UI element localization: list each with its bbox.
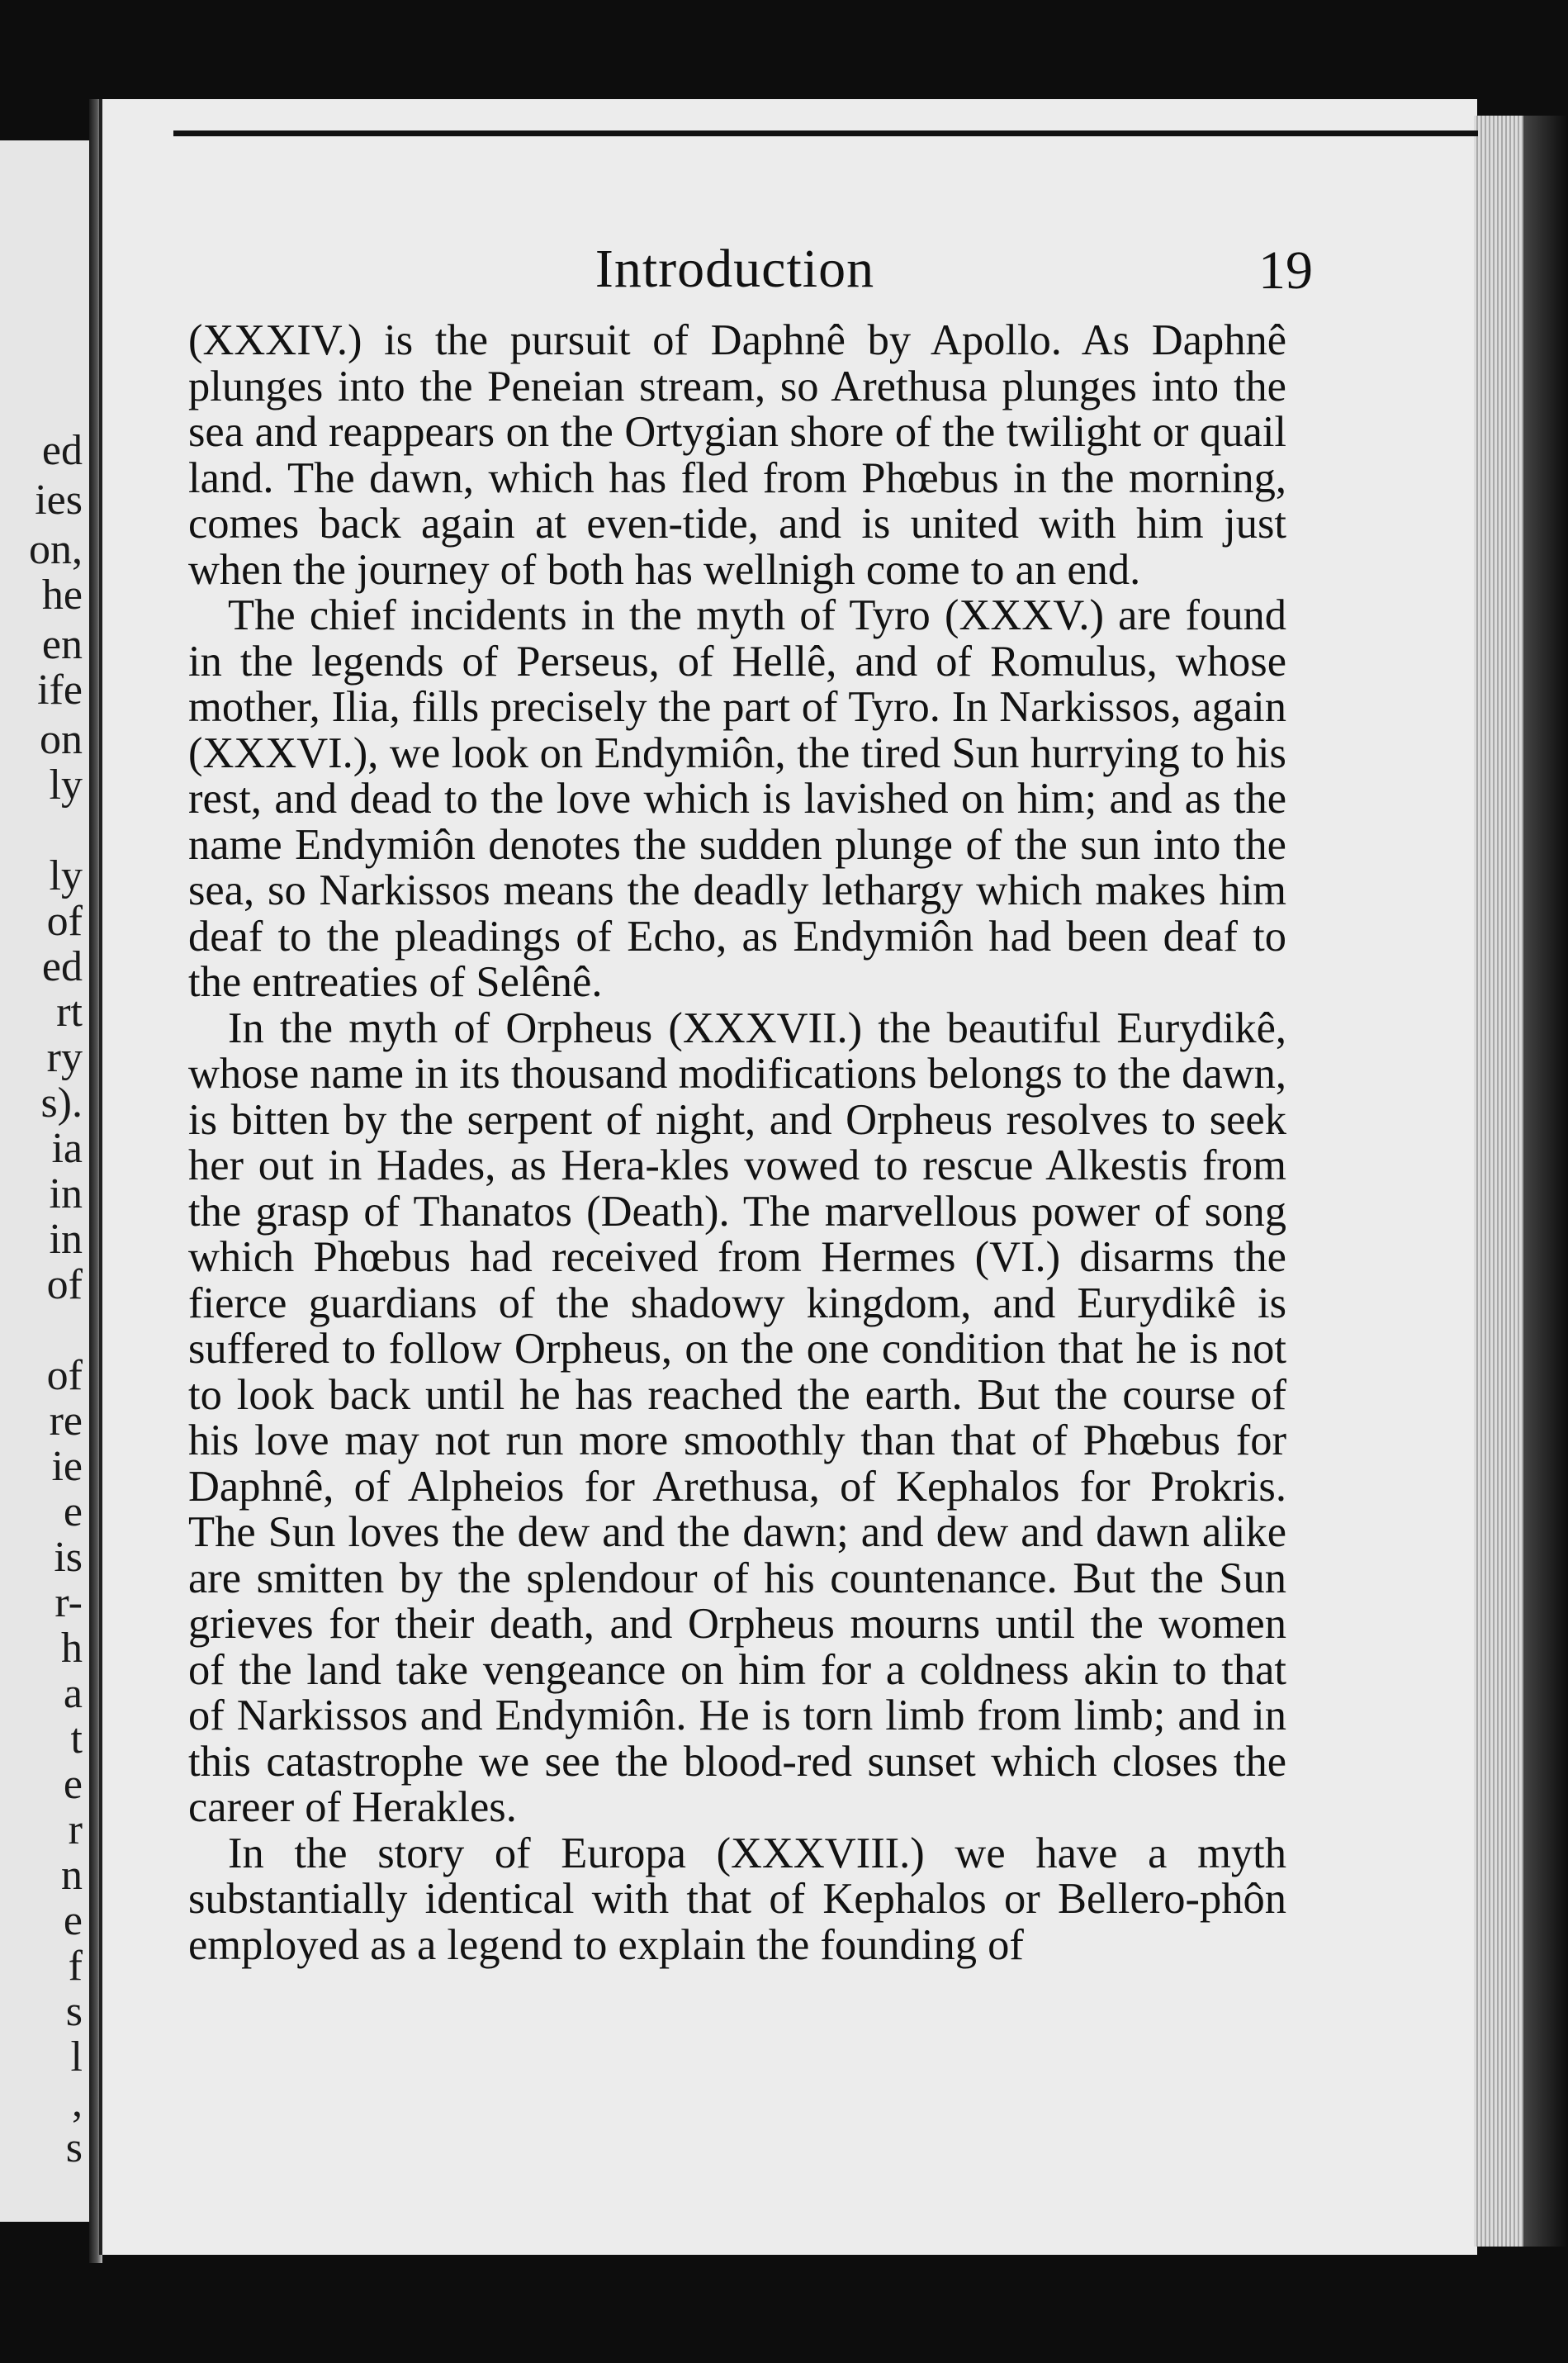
fragment: ie (51, 1443, 83, 1490)
fragment: ed (41, 943, 83, 990)
fragment: f (68, 1943, 83, 1990)
body-text (188, 318, 1286, 1968)
fragment: , (72, 2079, 83, 2126)
fragment: on (40, 716, 83, 763)
fragment: of (46, 898, 83, 945)
paragraph: The chief incidents in the myth of Tyro (XXXV.) are found in the legends of Perseus, of Hellê, and of Romulus, whose mother, Ilia, fills precisely the part of Tyro. In Narkissos, again (XXXVI.), we look on Endymiôn, the tired Sun hurrying to his rest, and dead to the love which is lavished on him; and as the name Endymiôn denotes the sudden plunge of the sun into the sea, so Narkissos means the deadly lethargy which makes him deaf to the pleadings of Echo, as Endymiôn had been deaf to the entreaties of Selênê. (188, 591, 1286, 1006)
page-stack-shadow (1523, 116, 1568, 2247)
fragment: e (63, 1897, 83, 1944)
page-stack-edge (1474, 116, 1525, 2247)
fragment: ies (35, 477, 83, 524)
fragment: of (46, 1352, 83, 1399)
paragraph: In the story of Europa (XXXVIII.) we have a myth substantially identical with that of Kephalos or Bellero-phôn employed as a legend to explain the founding of (188, 1829, 1286, 1969)
fragment: t (70, 1715, 83, 1763)
fragment: is (54, 1534, 83, 1581)
fragment: he (41, 572, 83, 619)
fragment: in (49, 1216, 83, 1263)
fragment: ly (49, 852, 83, 899)
fragment: e (63, 1488, 83, 1535)
fragment: r (68, 1806, 83, 1853)
page-number: 19 (1258, 240, 1313, 301)
fragment: ly (49, 762, 83, 809)
fragment: on, (29, 526, 83, 573)
fragment: rt (56, 989, 83, 1036)
paragraph: (XXXIV.) is the pursuit of Daphnê by Apollo. As Daphnê plunges into the Peneian stream, so Arethusa plunges into the sea and reappears on the Ortygian shore of the twilight or quail land. The dawn, which has fled from Phœbus in the morning, comes back again at even-tide, and is united with him just when the journey of both has wellnigh come to an end. (188, 316, 1286, 594)
fragment: in (49, 1170, 83, 1217)
fragment: n (61, 1852, 83, 1899)
top-rule (173, 130, 1478, 136)
fragment: ed (41, 427, 83, 474)
fragment: l (70, 2033, 83, 2081)
fragment: re (49, 1397, 83, 1445)
fragment: en (41, 621, 83, 668)
page-header (165, 231, 1313, 306)
previous-page-edge (0, 140, 95, 2222)
fragment: s). (40, 1079, 83, 1127)
fragment: h (61, 1625, 83, 1672)
fragment: s (65, 1988, 83, 2035)
fragment: ife (37, 667, 83, 714)
fragment: s (65, 2124, 83, 2171)
fragment: e (63, 1761, 83, 1808)
fragment: of (46, 1261, 83, 1308)
fragment: r- (54, 1579, 83, 1626)
paragraph: In the myth of Orpheus (XXXVII.) the beautiful Eurydikê, whose name in its thousand modifications belongs to the dawn, is bitten by the serpent of night, and Orpheus resolves to seek her out in Hades, as Hera-kles vowed to rescue Alkestis from the grasp of Thanatos (Death). The marvellous power of song which Phœbus had received from Hermes (VI.) disarms the fierce guardians of the shadowy kingdom, and Eurydikê is suffered to follow Orpheus, on the one condition that he is not to look back until he has reached the earth. But the course of his love may not run more smoothly than that of Phœbus for Daphnê, of Alpheios for Arethusa, of Kephalos for Prokris. The Sun loves the dew and the dawn; and dew and dawn alike are smitten by the splendour of his countenance. But the Sun grieves for their death, and Orpheus mourns until the women of the land take vengeance on him for a coldness akin to that of Narkissos and Endymiôn. He is torn limb from limb; and in this catastrophe we see the blood-red sunset which closes the career of Herakles. (188, 1004, 1286, 1831)
fragment: ia (51, 1125, 83, 1172)
fragment: ry (46, 1034, 83, 1081)
fragment: a (63, 1670, 83, 1717)
running-head: Introduction (595, 239, 875, 299)
